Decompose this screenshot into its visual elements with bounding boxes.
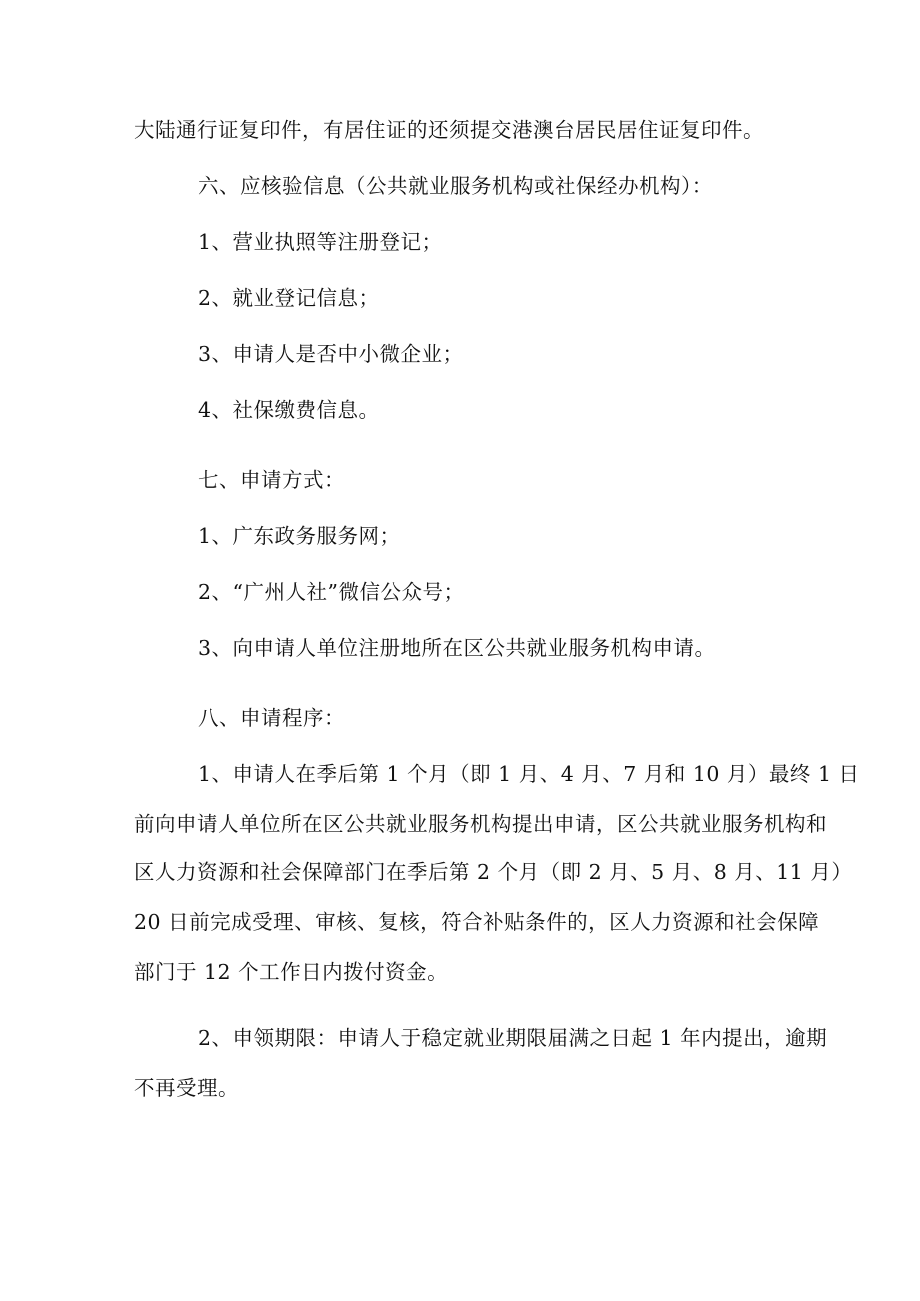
- list-item-district-office: 3、向申请人单位注册地所在区公共就业服务机构申请。: [198, 636, 716, 660]
- paragraph-line-continuation: 大陆通行证复印件，有居住证的还须提交港澳台居民居住证复印件。: [134, 118, 764, 142]
- list-item-employment-registration: 2、就业登记信息；: [198, 286, 380, 310]
- procedure-item-1-line-2: 前向申请人单位所在区公共就业服务机构提出申请，区公共就业服务机构和: [134, 812, 827, 836]
- section-heading-six: 六、应核验信息（公共就业服务机构或社保经办机构）：: [198, 174, 713, 198]
- list-item-gd-gov-service: 1、广东政务服务网；: [198, 524, 401, 548]
- procedure-item-1-line-5: 部门于 12 个工作日内拨付资金。: [134, 960, 449, 984]
- section-heading-seven: 七、申请方式：: [198, 468, 345, 492]
- list-item-social-insurance: 4、社保缴费信息。: [198, 398, 380, 422]
- list-item-sme-check: 3、申请人是否中小微企业；: [198, 342, 464, 366]
- list-item-wechat-account: 2、“广州人社”微信公众号；: [198, 580, 465, 604]
- section-heading-eight: 八、申请程序：: [198, 706, 345, 730]
- procedure-item-1-line-1: 1、申请人在季后第 1 个月（即 1 月、4 月、7 月和 10 月）最终 1 日: [198, 762, 860, 786]
- list-item-registration: 1、营业执照等注册登记；: [198, 230, 443, 254]
- procedure-item-1-line-3: 区人力资源和社会保障部门在季后第 2 个月（即 2 月、5 月、8 月、11 月）: [134, 860, 853, 884]
- procedure-item-1-line-4: 20 日前完成受理、审核、复核，符合补贴条件的，区人力资源和社会保障: [134, 910, 820, 934]
- procedure-item-2-line-2: 不再受理。: [134, 1076, 239, 1100]
- procedure-item-2-line-1: 2、申领期限：申请人于稳定就业期限届满之日起 1 年内提出，逾期: [198, 1026, 828, 1050]
